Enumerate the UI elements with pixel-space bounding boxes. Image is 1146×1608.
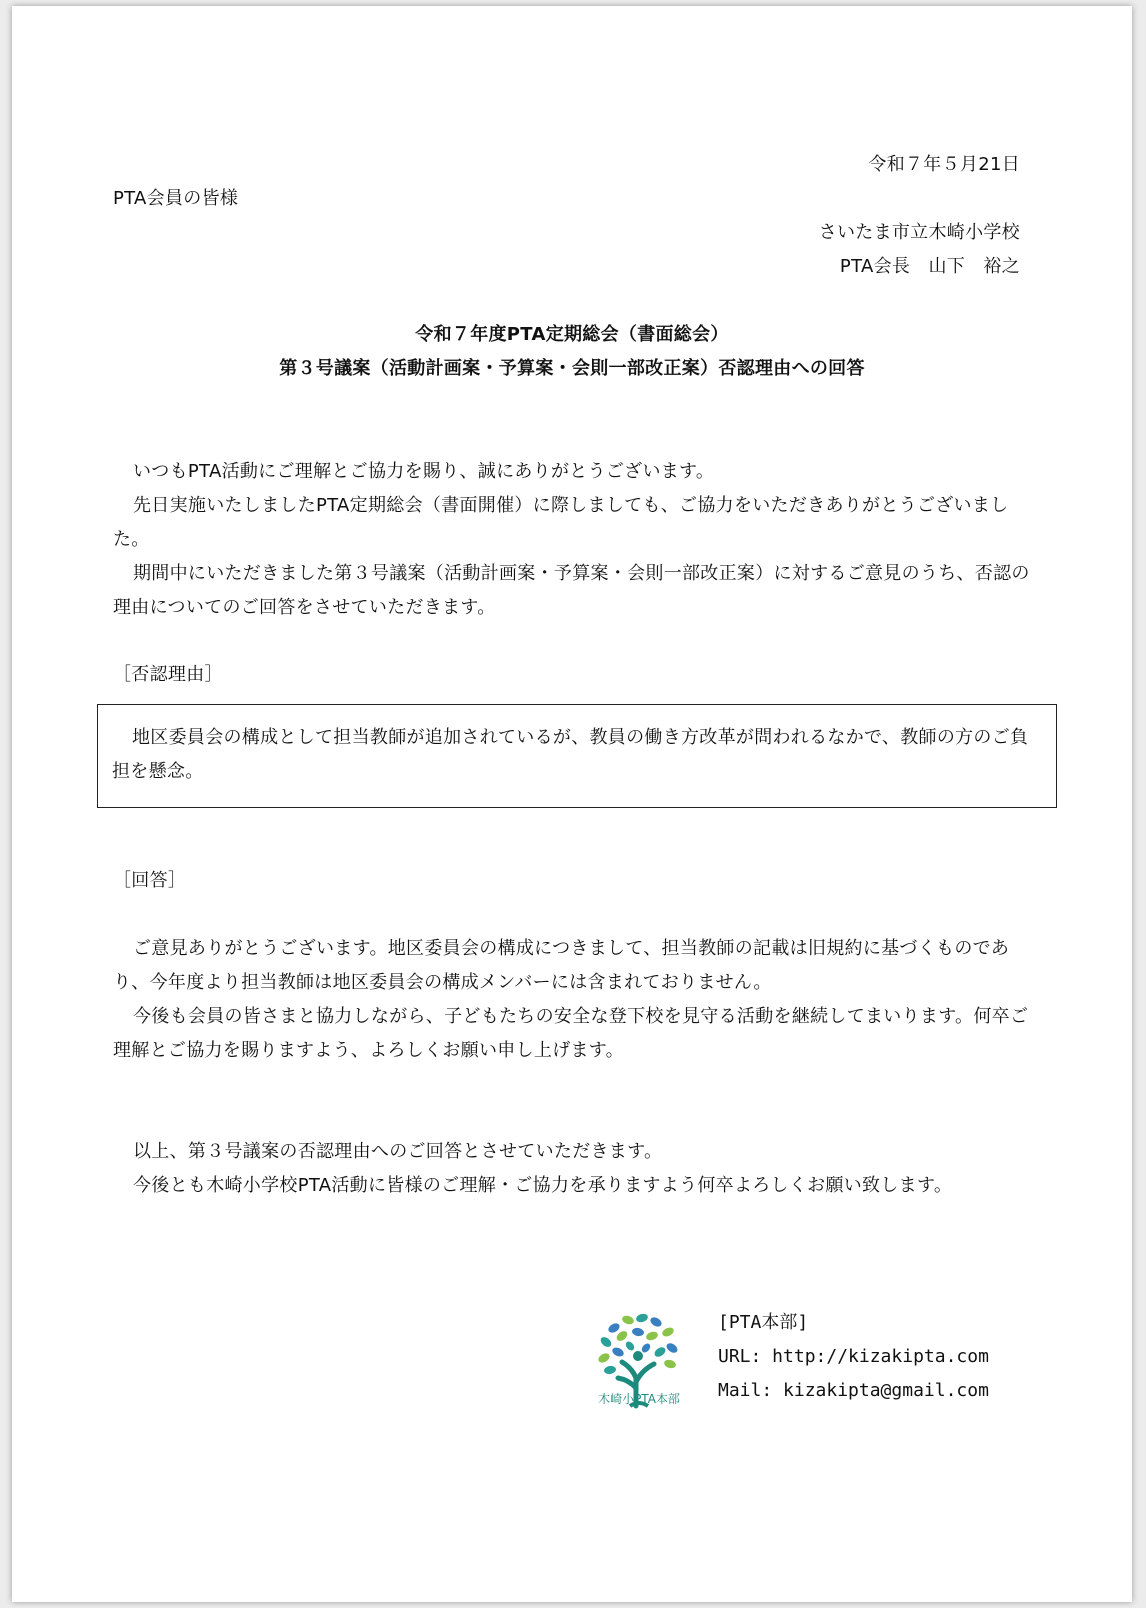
- addressee: PTA会員の皆様: [113, 188, 239, 209]
- reason-box: [97, 704, 1057, 808]
- answer-heading: ［回答］: [113, 870, 187, 891]
- document-date: 令和７年５月21日: [868, 154, 1020, 175]
- answer-paragraph-1: ご意見ありがとうございます。地区委員会の構成につきまして、担当教師の記載は旧規約に基づくものであり、今年度より担当教師は地区委員会の構成メンバーには含まれておりません。: [113, 938, 1010, 993]
- title-line-1: 令和７年度PTA定期総会（書面総会）: [415, 324, 729, 345]
- document-page: [12, 6, 1132, 1602]
- contact-org: [PTA本部]: [718, 1312, 809, 1333]
- reason-text: 地区委員会の構成として担当教師が追加されているが、教員の働き方改革が問われるなかで、教師の方のご負担を懸念。: [112, 727, 1029, 782]
- sender-president: PTA会長 山下 裕之: [839, 256, 1020, 277]
- intro-paragraph-3: 期間中にいただきました第３号議案（活動計画案・予算案・会則一部改正案）に対するご意見のうち、否認の理由についてのご回答をさせていただきます。: [113, 563, 1030, 618]
- title-line-2: 第３号議案（活動計画案・予算案・会則一部改正案）否認理由への回答: [279, 358, 865, 379]
- logo-caption: 木崎小PTA本部: [598, 1392, 680, 1406]
- intro-paragraph-2: 先日実施いたしましたPTA定期総会（書面開催）に際しましても、ご協力をいただきありがとうございました。: [113, 495, 1009, 550]
- contact-url[interactable]: URL: http://kizakipta.com: [718, 1346, 989, 1367]
- answer-paragraph-2: 今後も会員の皆さまと協力しながら、子どもたちの安全な登下校を見守る活動を継続してまいります。何卒ご理解とご協力を賜りますよう、よろしくお願い申し上げます。: [113, 1006, 1029, 1061]
- closing-line-1: 以上、第３号議案の否認理由へのご回答とさせていただきます。: [133, 1141, 663, 1162]
- intro-paragraph-1: いつもPTA活動にご理解とご協力を賜り、誠にありがとうございます。: [133, 461, 715, 482]
- sender-school: さいたま市立木崎小学校: [818, 222, 1020, 243]
- reason-heading: ［否認理由］: [113, 664, 223, 685]
- contact-mail[interactable]: Mail: kizakipta@gmail.com: [718, 1380, 989, 1401]
- closing-line-2: 今後とも木崎小学校PTA活動に皆様のご理解・ご協力を承りますよう何卒よろしくお願い致します。: [133, 1175, 953, 1196]
